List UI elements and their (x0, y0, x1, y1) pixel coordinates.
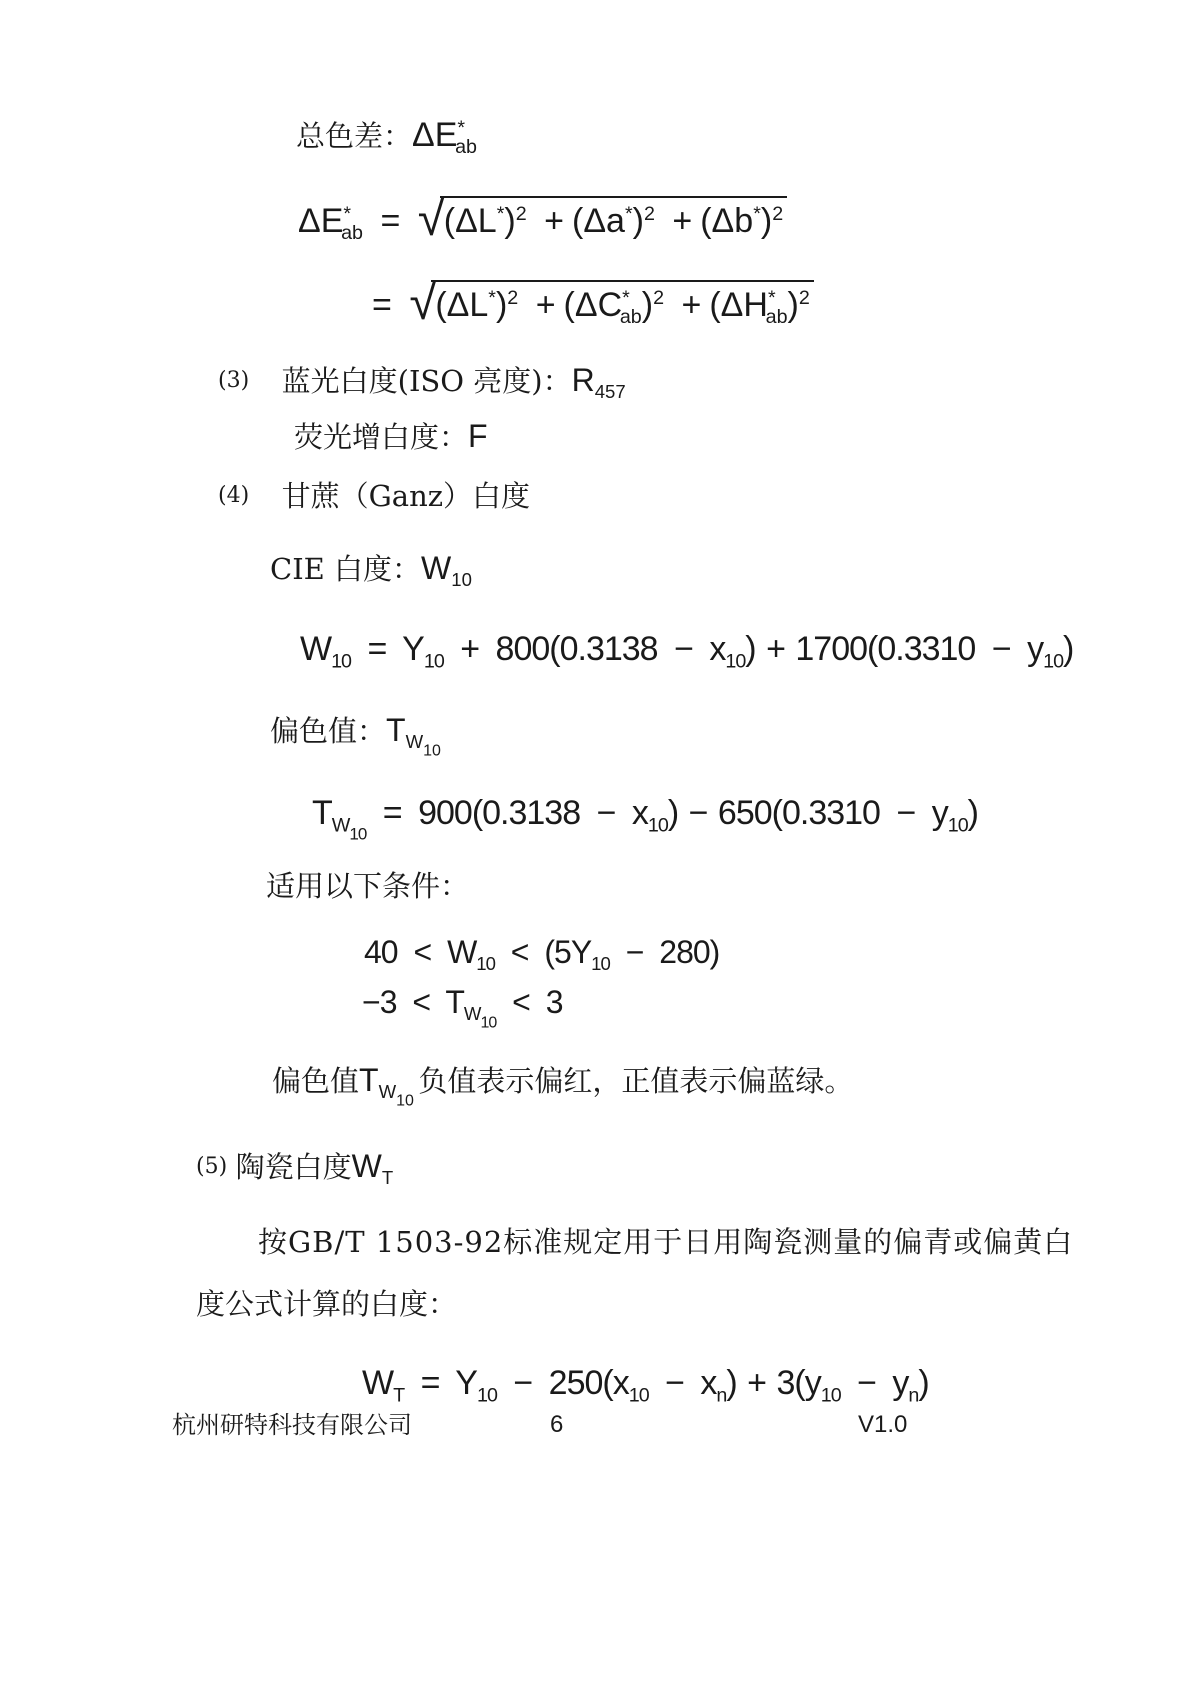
item-4-number: (4) (218, 483, 250, 508)
cie-whiteness-equation: $W_{10} = Y_{10} + 800(0.3138 - x_{10}) + 1700(0.3310 - y_{10})$ (300, 630, 1074, 673)
delta-e-equation-lab: $\Delta E^*_{ab}$ = √ $(\Delta L^*)^2 + (\Delta a^*)^2 + (\Delta b^*)^2$ (298, 204, 783, 244)
condition-whiteness-range: $40 < W_{10} < (5Y_{10} - 280)$ (364, 934, 720, 975)
item-4-heading (218, 479, 531, 513)
footer-company: 杭州研特科技有限公司 (172, 1411, 412, 1439)
delta-e-equation-lch: = √ $(\Delta L^*)^2 + (\Delta C^*_{ab})^2 + (\Delta H^*_{ab})^2$ (372, 288, 810, 328)
tw10-symbol: $T_{W10}$ (359, 1062, 414, 1110)
item-5-heading (196, 1150, 393, 1188)
tint-label: 偏色值： (270, 714, 387, 748)
cie-whiteness-heading (270, 552, 472, 590)
footer-version: V1.0 (858, 1411, 908, 1438)
fluorescence-heading (294, 420, 488, 452)
tw10-symbol: $T_{W10}$ (386, 712, 441, 760)
item-3-heading (218, 364, 626, 402)
item-5-label: 陶瓷白度 (235, 1150, 352, 1184)
square-root: √ $(\Delta L^*)^2 + (\Delta C^*_{ab})^2 + (\Delta H^*_{ab})^2$ (409, 288, 810, 328)
r457-symbol: $R_{457}$ (571, 362, 626, 403)
item-4-label: 甘蔗（Ganz）白度 (281, 479, 531, 513)
fluorescence-label: 荧光增白度： (294, 420, 469, 454)
total-color-diff-label: 总色差： (296, 119, 413, 153)
ceramic-whiteness-equation: $W_T = Y_{10} - 250(x_{10} - x_n) + 3(y_{10} - y_n)$ (362, 1364, 929, 1407)
cie-whiteness-label: CIE 白度： (270, 552, 422, 586)
wt-symbol: $W_T$ (351, 1148, 394, 1189)
f-symbol: F (468, 418, 488, 454)
delta-e-ab-symbol: $\Delta E^*_{ab}$ (412, 116, 478, 159)
item-5-number: (5) (196, 1154, 228, 1179)
condition-tint-range: $-3 < T_{W10} < 3$ (362, 984, 563, 1032)
item-3-number: (3) (218, 368, 250, 393)
conditions-label: 适用以下条件： (266, 869, 470, 903)
footer-page-number: 6 (550, 1411, 564, 1438)
paragraph-line-1: 按GB/T 1503-92标准规定用于日用陶瓷测量的偏青或偏黄白 (258, 1225, 1074, 1259)
tint-equation: $T_{W10} = 900(0.3138 - x_{10}) - 650(0.3310 - y_{10})$ (312, 794, 978, 844)
paragraph-line-2: 度公式计算的白度： (196, 1287, 458, 1321)
total-color-diff-heading (296, 118, 477, 158)
tint-heading (270, 714, 441, 759)
tint-note: 偏色值$T_{W10}$ 负值表示偏红，正值表示偏蓝绿。 (272, 1062, 854, 1110)
item-3-label: 蓝光白度(ISO 亮度)： (281, 364, 572, 398)
w10-symbol: $W_{10}$ (421, 550, 472, 591)
square-root: √ $(\Delta L^*)^2 + (\Delta a^*)^2 + (\Delta b^*)^2$ (418, 204, 783, 238)
